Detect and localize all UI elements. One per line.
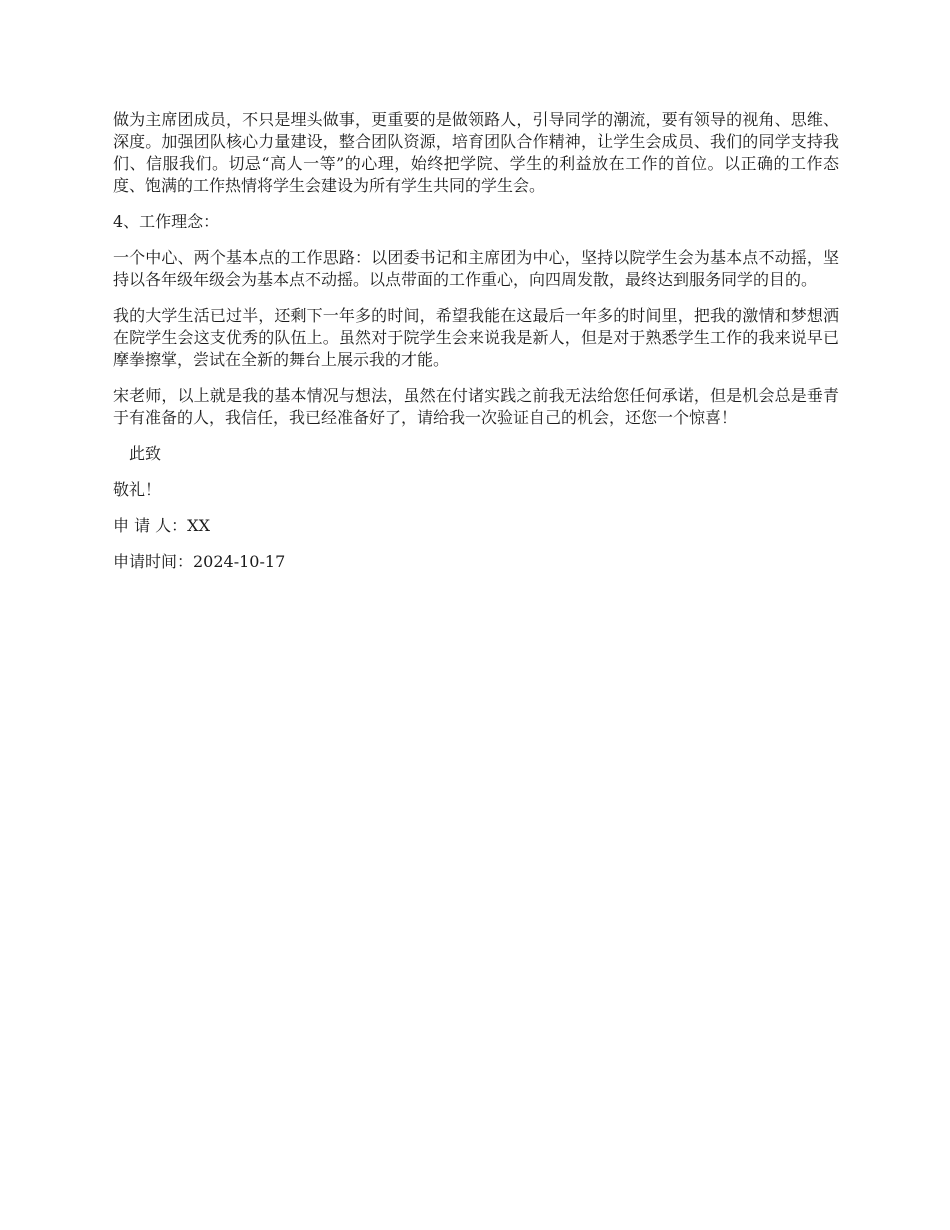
closing-cizhi: 此致 xyxy=(129,444,162,463)
section-heading-work-philosophy: 4、工作理念： xyxy=(113,212,220,231)
paragraph-closing-remarks: 宋老师，以上就是我的基本情况与想法，虽然在付诸实践之前我无法给您任何承诺，但是机会总是垂青于有准备的人，我信任，我已经准备好了，请给我一次验证自己的机会，还您一个惊喜！ xyxy=(113,386,839,427)
applicant-line: 申 请 人：XX xyxy=(113,516,210,535)
paragraph-work-approach: 一个中心、两个基本点的工作思路：以团委书记和主席团为中心，坚持以院学生会为基本点不动摇，坚持以各年级年级会为基本点不动摇。以点带面的工作重心，向四周发散，最终达到服务同学的目的。 xyxy=(113,248,839,289)
application-date: 申请时间：2024-10-17 xyxy=(113,552,286,571)
paragraph-presidium-role: 做为主席团成员，不只是埋头做事，更重要的是做领路人，引导同学的潮流，要有领导的视角、思维、深度。加强团队核心力量建设，整合团队资源，培育团队合作精神，让学生会成员、我们的同学支持我们、信服我们。切忌“高人一等”的心理，始终把学院、学生的利益放在工作的首位。以正确的工作态度、饱满的工作热情将学生会建设为所有学生共同的学生会。 xyxy=(113,110,839,195)
document-body xyxy=(113,109,839,587)
paragraph-college-life: 我的大学生活已过半，还剩下一年多的时间，希望我能在这最后一年多的时间里，把我的激情和梦想洒在院学生会这支优秀的队伍上。虽然对于院学生会来说我是新人，但是对于熟悉学生工作的我来说早已摩拳擦掌，尝试在全新的舞台上展示我的才能。 xyxy=(113,306,839,369)
closing-jingli: 敬礼！ xyxy=(113,480,162,499)
